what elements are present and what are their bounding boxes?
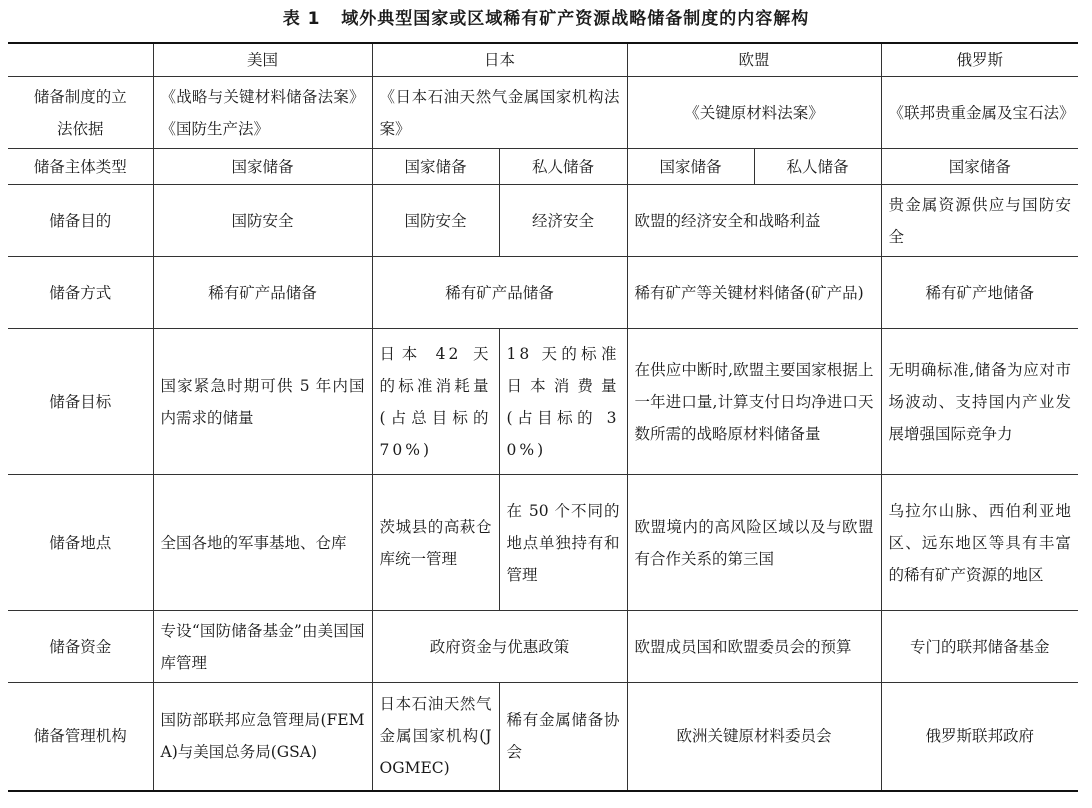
table-row: [8, 257, 1078, 329]
cell-japan-agency-b: 稀有金属储备协会: [499, 683, 627, 791]
cell-japan-purpose-b: 经济安全: [499, 185, 627, 257]
table-row: [8, 149, 1078, 185]
cell-russia-method: 稀有矿产地储备: [881, 257, 1078, 329]
table-row: [8, 611, 1078, 683]
cell-russia-target: 无明确标准,储备为应对市场波动、支持国内产业发展增强国际竞争力: [881, 329, 1078, 475]
row-label-entity-type: 储备主体类型: [8, 149, 153, 185]
table-header-row: [8, 43, 1078, 77]
cell-us-method: 稀有矿产品储备: [153, 257, 372, 329]
table-title: 域外典型国家或区域稀有矿产资源战略储备制度的内容解构: [341, 9, 810, 29]
cell-eu-entity-type-b: 私人储备: [754, 149, 881, 185]
cell-japan-target-b: 18 天的标准日本消费量(占目标的 30%): [499, 329, 627, 475]
cell-russia-location: 乌拉尔山脉、西伯利亚地区、远东地区等具有丰富的稀有矿产资源的地区: [881, 475, 1078, 611]
cell-us-legal-basis: 《战略与关键材料储备法案》《国防生产法》: [153, 77, 372, 149]
cell-eu-purpose: 欧盟的经济安全和战略利益: [627, 185, 881, 257]
cell-us-location: 全国各地的军事基地、仓库: [153, 475, 372, 611]
cell-japan-legal-basis: 《日本石油天然气金属国家机构法案》: [372, 77, 627, 149]
header-japan: 日本: [372, 43, 627, 77]
cell-eu-agency: 欧洲关键原材料委员会: [627, 683, 881, 791]
cell-japan-entity-type-b: 私人储备: [499, 149, 627, 185]
row-label-purpose: 储备目的: [8, 185, 153, 257]
cell-japan-agency-a: 日本石油天然气金属国家机构(JOGMEC): [372, 683, 499, 791]
row-label-method: 储备方式: [8, 257, 153, 329]
cell-eu-target: 在供应中断时,欧盟主要国家根据上一年进口量,计算支付日均净进口天数所需的战略原材料储备量: [627, 329, 881, 475]
table-row: [8, 77, 1078, 149]
row-label-target: 储备目标: [8, 329, 153, 475]
row-label-location: 储备地点: [8, 475, 153, 611]
row-label-legal-basis: 储备制度的立法依据: [8, 77, 153, 149]
cell-japan-location-a: 茨城县的高萩仓库统一管理: [372, 475, 499, 611]
cell-eu-funding: 欧盟成员国和欧盟委员会的预算: [627, 611, 881, 683]
table-caption: [0, 4, 1092, 34]
header-eu: 欧盟: [627, 43, 881, 77]
header-corner: [8, 43, 153, 77]
cell-russia-agency: 俄罗斯联邦政府: [881, 683, 1078, 791]
table-row: [8, 683, 1078, 791]
cell-russia-funding: 专门的联邦储备基金: [881, 611, 1078, 683]
cell-us-target: 国家紧急时期可供 5 年内国内需求的储量: [153, 329, 372, 475]
cell-us-entity-type: 国家储备: [153, 149, 372, 185]
row-label-agency: 储备管理机构: [8, 683, 153, 791]
header-us: 美国: [153, 43, 372, 77]
cell-japan-entity-type-a: 国家储备: [372, 149, 499, 185]
table-row: [8, 185, 1078, 257]
cell-russia-purpose: 贵金属资源供应与国防安全: [881, 185, 1078, 257]
cell-us-funding: 专设“国防储备基金”由美国国库管理: [153, 611, 372, 683]
cell-eu-legal-basis: 《关键原材料法案》: [627, 77, 881, 149]
cell-japan-funding: 政府资金与优惠政策: [372, 611, 627, 683]
header-russia: 俄罗斯: [881, 43, 1078, 77]
table-row: [8, 475, 1078, 611]
cell-us-purpose: 国防安全: [153, 185, 372, 257]
row-label-funding: 储备资金: [8, 611, 153, 683]
cell-japan-method: 稀有矿产品储备: [372, 257, 627, 329]
table-number: 表 1: [282, 9, 321, 29]
cell-japan-purpose-a: 国防安全: [372, 185, 499, 257]
cell-japan-location-b: 在 50 个不同的地点单独持有和管理: [499, 475, 627, 611]
cell-russia-entity-type: 国家储备: [881, 149, 1078, 185]
comparison-table: [8, 42, 1078, 792]
cell-us-agency: 国防部联邦应急管理局(FEMA)与美国总务局(GSA): [153, 683, 372, 791]
cell-japan-target-a: 日本 42 天的标准消耗量(占总目标的 70%): [372, 329, 499, 475]
table-row: [8, 329, 1078, 475]
cell-eu-location: 欧盟境内的高风险区域以及与欧盟有合作关系的第三国: [627, 475, 881, 611]
cell-russia-legal-basis: 《联邦贵重金属及宝石法》: [881, 77, 1078, 149]
cell-eu-method: 稀有矿产等关键材料储备(矿产品): [627, 257, 881, 329]
cell-eu-entity-type-a: 国家储备: [627, 149, 754, 185]
